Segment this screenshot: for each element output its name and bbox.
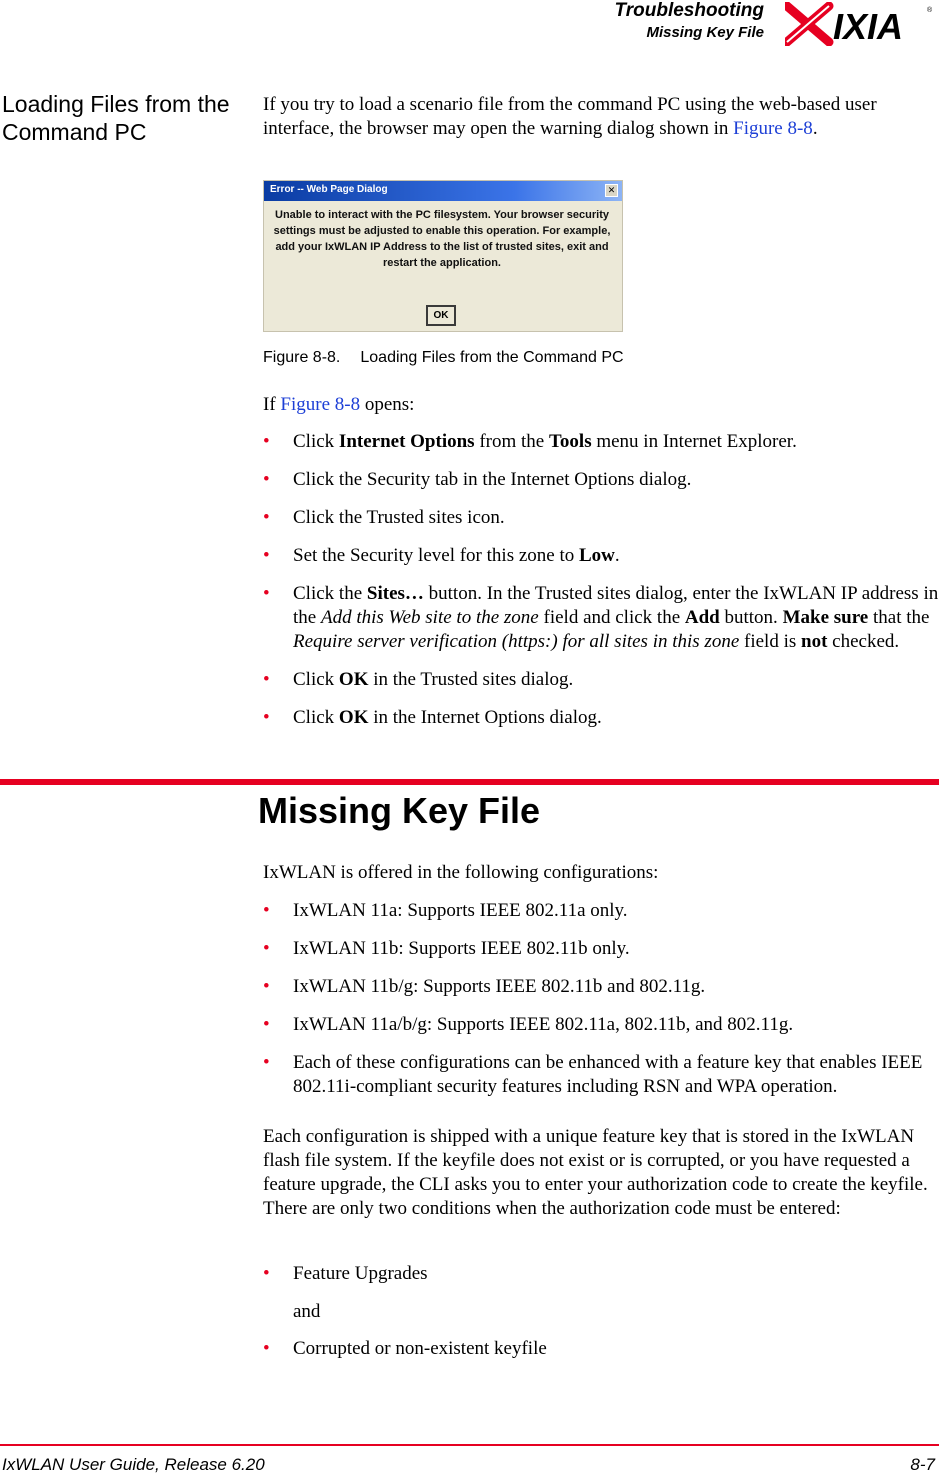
list-item: • IxWLAN 11b/g: Supports IEEE 802.11b and 802.11g. bbox=[263, 976, 706, 997]
keyfile-paragraph: Each configuration is shipped with a unique feature key that is stored in the IxWLAN flash file system. If the keyfile does not exist or is corrupted, or you have requested a feature upgrade, the CLI asks you to enter your authorization code to create the keyfile. There are only two conditions when the authorization code must be entered: bbox=[263, 1126, 928, 1219]
list-item: • Set the Security level for this zone to Low. bbox=[263, 545, 620, 566]
conditions-list bbox=[263, 1262, 939, 1286]
list-item: • Click Internet Options from the Tools menu in Internet Explorer. bbox=[263, 431, 797, 452]
dialog-ok-button[interactable]: OK bbox=[426, 305, 456, 326]
svg-text:®: ® bbox=[927, 7, 933, 14]
list-item: • IxWLAN 11a: Supports IEEE 802.11a only. bbox=[263, 900, 628, 921]
figure-8-8-link-2[interactable]: Figure 8-8 bbox=[280, 394, 361, 415]
list-item: • Each of these configurations can be enhanced with a feature key that enables IEEE 802.11i-compliant security features including RSN and WPA operation. bbox=[263, 1052, 923, 1097]
dialog-titlebar bbox=[264, 181, 622, 201]
ixia-logo bbox=[785, 2, 935, 46]
list-item: • Click the Trusted sites icon. bbox=[263, 507, 505, 528]
figure-caption-number: Figure 8-8. bbox=[263, 349, 341, 366]
configurations-intro: IxWLAN is offered in the following configurations: bbox=[263, 862, 659, 883]
footer-divider bbox=[0, 1444, 939, 1446]
figure-caption bbox=[263, 349, 624, 367]
section-divider bbox=[0, 779, 939, 785]
list-item: • IxWLAN 11a/b/g: Supports IEEE 802.11a, 802.11b, and 802.11g. bbox=[263, 1014, 794, 1035]
warning-dialog-figure bbox=[263, 180, 623, 332]
footer-guide-title: IxWLAN User Guide, Release 6.20 bbox=[2, 1455, 265, 1474]
list-item: • Corrupted or non-existent keyfile bbox=[263, 1338, 547, 1359]
dialog-title: Error -- Web Page Dialog bbox=[270, 184, 388, 195]
loading-intro-paragraph: If you try to load a scenario file from the command PC using the web-based user interface, the browser may open the warning dialog shown in Figure 8-8. bbox=[263, 94, 877, 139]
sidebar-heading-loading-files: Loading Files from the Command PC bbox=[2, 91, 230, 145]
running-header-section: Missing Key File bbox=[646, 24, 764, 41]
close-icon[interactable]: ✕ bbox=[605, 184, 618, 197]
running-header-chapter: Troubleshooting bbox=[614, 0, 764, 21]
figure-8-8-link[interactable]: Figure 8-8 bbox=[733, 118, 813, 139]
configurations-list bbox=[263, 899, 939, 1099]
dialog-message: Unable to interact with the PC filesystem. Your browser security settings must be adjusted to enable this operation. For example, add your IxWLAN IP Address to the list of trusted sites, exit and restart the application. bbox=[273, 209, 611, 269]
if-figure-opens-line: If Figure 8-8 opens: bbox=[263, 394, 415, 415]
and-connector: and bbox=[293, 1301, 321, 1322]
footer-page-number: 8-7 bbox=[910, 1455, 935, 1474]
steps-list bbox=[263, 430, 939, 730]
list-item: • Click OK in the Internet Options dialog. bbox=[263, 707, 602, 728]
list-item: • IxWLAN 11b: Supports IEEE 802.11b only. bbox=[263, 938, 630, 959]
list-item: • Click the Sites… button. In the Trusted sites dialog, enter the IxWLAN IP address in the Add this Web site to the zone field and click the Add button. Make sure that the Require server verification (https:) for all sites in this zone field is not checked. bbox=[263, 583, 939, 652]
list-item: • Feature Upgrades bbox=[263, 1263, 428, 1284]
conditions-list-2 bbox=[263, 1337, 939, 1361]
list-item: • Click the Security tab in the Internet Options dialog. bbox=[263, 469, 692, 490]
logo-wordmark: IXIA bbox=[833, 6, 904, 46]
list-item: • Click OK in the Trusted sites dialog. bbox=[263, 669, 574, 690]
section-heading-missing-key-file: Missing Key File bbox=[258, 790, 541, 831]
figure-caption-title: Loading Files from the Command PC bbox=[360, 349, 624, 366]
